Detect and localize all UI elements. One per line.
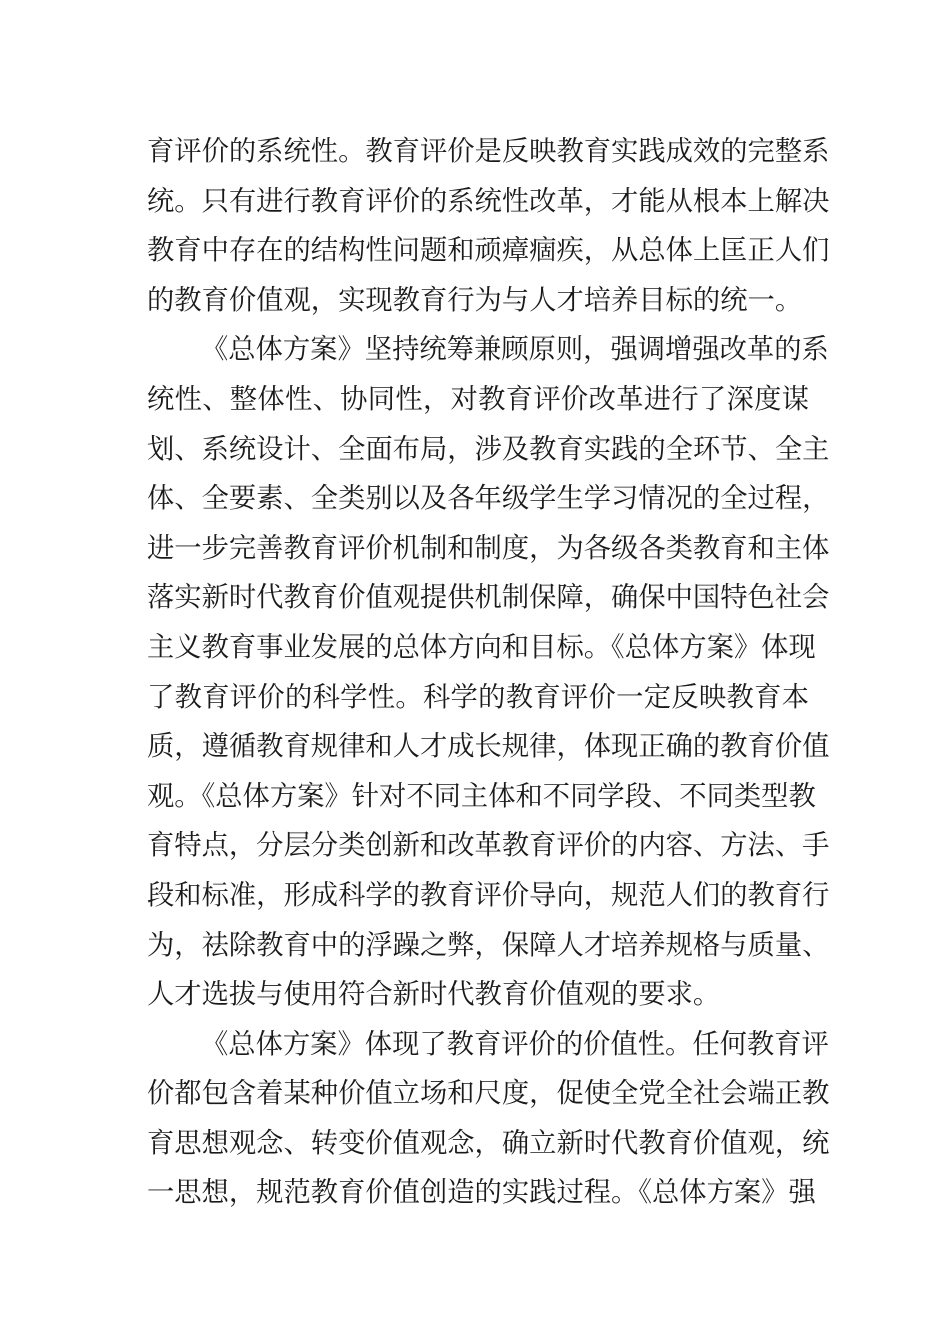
document-body xyxy=(147,127,830,1218)
text-line: 《总体方案》坚持统筹兼顾原则，强调增强改革的系 xyxy=(201,334,829,366)
text-line: 《总体方案》体现了教育评价的价值性。任何教育评 xyxy=(201,1028,829,1060)
text-line: 人才选拔与使用符合新时代教育价值观的要求。 xyxy=(147,979,721,1011)
text-line: 质，遵循教育规律和人才成长规律，体现正确的教育价值 xyxy=(147,731,830,763)
text-line: 一思想，规范教育价值创造的实践过程。《总体方案》强 xyxy=(147,1177,816,1209)
text-line: 统。只有进行教育评价的系统性改革，才能从根本上解决 xyxy=(147,185,830,217)
text-line: 落实新时代教育价值观提供机制保障，确保中国特色社会 xyxy=(147,582,830,614)
text-line: 进一步完善教育评价机制和制度，为各级各类教育和主体 xyxy=(147,532,830,564)
text-line: 教育中存在的结构性问题和顽瘴痼疾，从总体上匡正人们 xyxy=(147,235,830,267)
text-line: 育特点，分层分类创新和改革教育评价的内容、方法、手 xyxy=(147,830,830,862)
text-line: 统性、整体性、协同性，对教育评价改革进行了深度谋 xyxy=(147,383,809,415)
text-line: 观。《总体方案》针对不同主体和不同学段、不同类型教 xyxy=(147,780,816,812)
text-line: 划、系统设计、全面布局，涉及教育实践的全环节、全主 xyxy=(147,433,830,465)
text-line: 体、全要素、全类别以及各年级学生学习情况的全过程， xyxy=(147,483,830,515)
text-line: 育评价的系统性。教育评价是反映教育实践成效的完整系 xyxy=(147,136,830,167)
text-line: 段和标准，形成科学的教育评价导向，规范人们的教育行 xyxy=(147,879,830,911)
text-line: 主义教育事业发展的总体方向和目标。《总体方案》体现 xyxy=(147,631,816,663)
text-line: 的教育价值观，实现教育行为与人才培养目标的统一。 xyxy=(147,284,803,316)
text-line: 为，祛除教育中的浮躁之弊，保障人才培养规格与质量、 xyxy=(147,929,830,961)
text-line: 了教育评价的科学性。科学的教育评价一定反映教育本 xyxy=(147,681,809,713)
text-line: 价都包含着某种价值立场和尺度，促使全党全社会端正教 xyxy=(147,1078,830,1110)
text-line: 育思想观念、转变价值观念，确立新时代教育价值观，统 xyxy=(147,1127,830,1159)
